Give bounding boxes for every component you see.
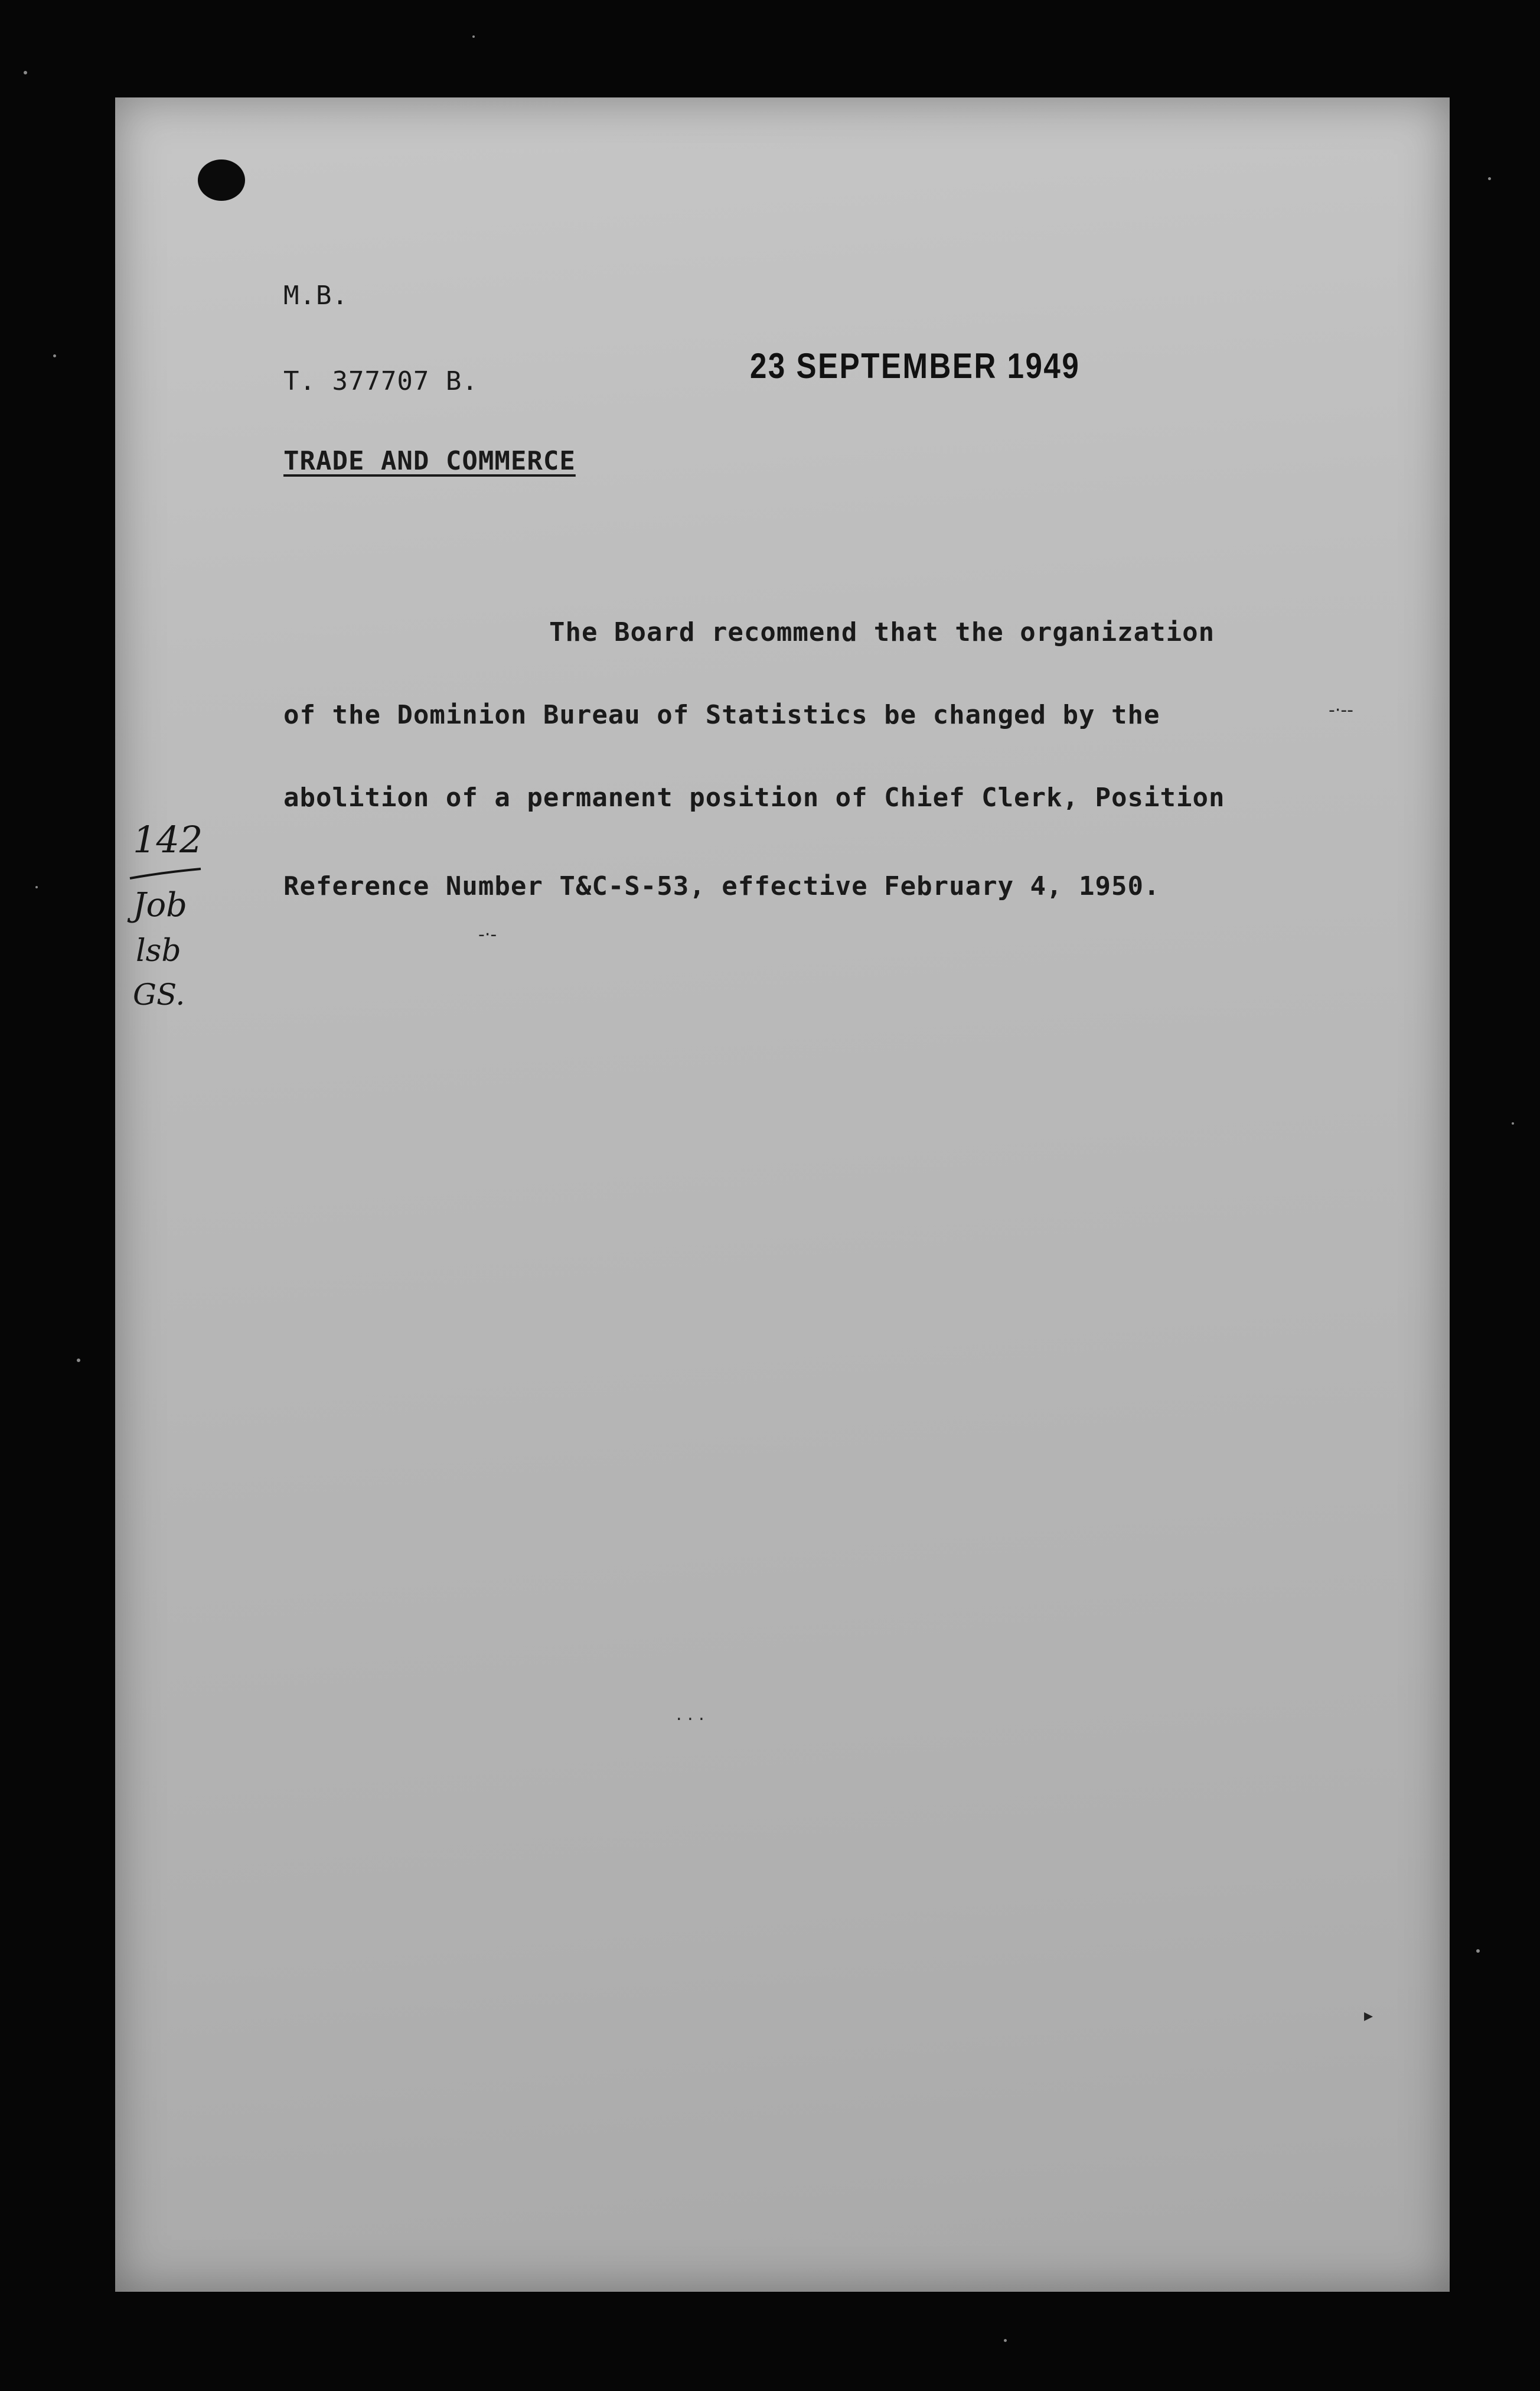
dust-speck — [1004, 2339, 1007, 2342]
margin-note-line-3: lsb — [136, 933, 181, 969]
reference-number: T. 377707 B. — [283, 366, 478, 396]
department-heading: TRADE AND COMMERCE — [283, 446, 576, 476]
punch-hole — [198, 159, 245, 201]
dust-speck — [24, 71, 27, 74]
stray-mark: ▸ — [1364, 2005, 1373, 2026]
margin-note-number: 142 — [133, 818, 203, 861]
dust-speck — [472, 35, 475, 38]
dust-speck — [53, 354, 56, 357]
body-line-3: abolition of a permanent position of Chief Clerk, Position — [283, 783, 1225, 813]
stray-mark: -·-- — [1329, 700, 1354, 721]
dust-speck — [1488, 177, 1491, 180]
body-line-4: Reference Number T&C-S-53, effective February 4, 1950. — [283, 871, 1160, 901]
margin-note-line-2: Job — [133, 886, 188, 924]
dust-speck — [1512, 1122, 1514, 1125]
dust-speck — [77, 1359, 80, 1362]
dust-speck — [35, 886, 38, 888]
body-line-2: of the Dominion Bureau of Statistics be changed by the — [283, 700, 1160, 730]
dust-speck — [1476, 1949, 1480, 1953]
body-line-1: The Board recommend that the organization — [549, 617, 1215, 647]
stray-mark: -·- — [478, 924, 497, 945]
header-code: M.B. — [283, 281, 348, 311]
margin-note-line-4: GS. — [133, 978, 185, 1012]
document-sheet — [115, 97, 1450, 2292]
date-stamp: 23 SEPTEMBER 1949 — [750, 346, 1081, 386]
stray-mark: . . . — [676, 1704, 704, 1725]
margin-note-fraction-line — [127, 865, 204, 883]
